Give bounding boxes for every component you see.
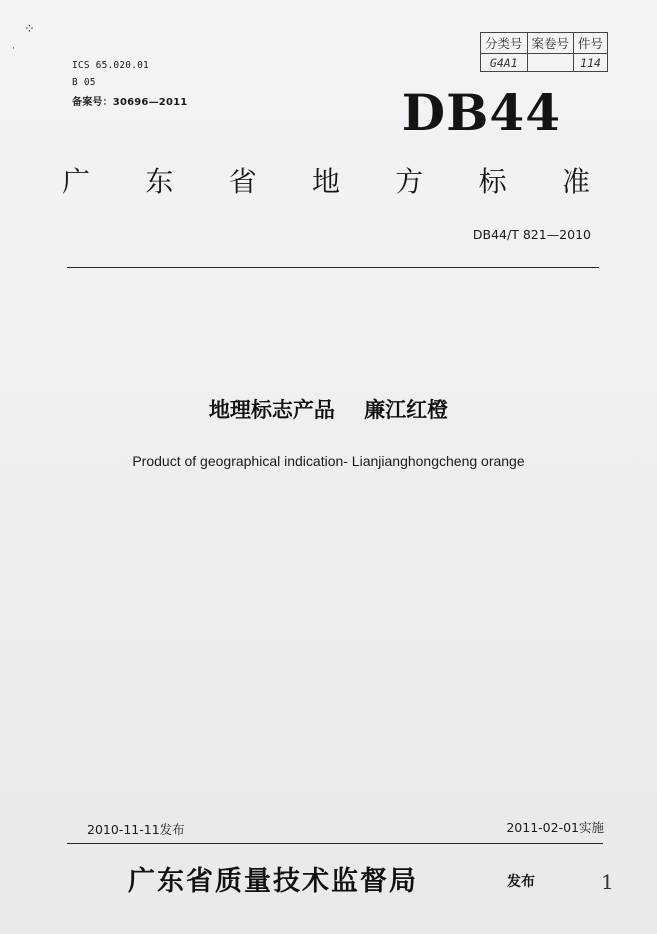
stamp-header-file: 案卷号 — [527, 33, 574, 54]
stamp-value-item: 114 — [574, 54, 608, 72]
effective-date: 2011-02-01实施 — [506, 820, 604, 835]
issuing-authority: 广东省质量技术监督局 — [128, 866, 418, 897]
page-number: 1 — [601, 870, 614, 894]
title-english: Product of geographical indication- Lianjianghongcheng orange — [132, 453, 525, 469]
standard-type-char: 方 — [395, 165, 424, 198]
standard-type-char: 东 — [145, 165, 174, 198]
standard-type-char: 准 — [561, 165, 590, 198]
release-date: 2010-11-11发布 — [87, 822, 185, 837]
scan-speck: ⁘ — [24, 22, 35, 37]
stamp-value-file — [527, 54, 574, 72]
ics-code: ICS 65.020.01 — [72, 60, 149, 71]
header-divider — [67, 267, 599, 268]
archive-stamp — [480, 32, 608, 72]
issue-label: 发布 — [507, 874, 535, 890]
title-chinese: 地理标志产品 廉江红橙 — [208, 398, 449, 422]
scan-speck: · — [12, 44, 15, 54]
stamp-value-category: G4A1 — [481, 54, 528, 72]
standard-number: DB44/T 821—2010 — [472, 227, 591, 242]
footer-divider — [67, 843, 603, 844]
standard-type — [56, 160, 596, 200]
filing-number: 备案号：30696—2011 — [72, 97, 188, 108]
standard-type-char: 标 — [478, 165, 507, 198]
standard-type-char: 地 — [311, 165, 340, 198]
stamp-header-item: 件号 — [574, 33, 608, 54]
stamp-header-category: 分类号 — [481, 33, 528, 54]
standard-type-char: 广 — [61, 165, 90, 198]
standard-type-char: 省 — [228, 165, 257, 198]
ccs-code: B 05 — [72, 77, 96, 88]
standard-code: DB44 — [401, 83, 561, 142]
